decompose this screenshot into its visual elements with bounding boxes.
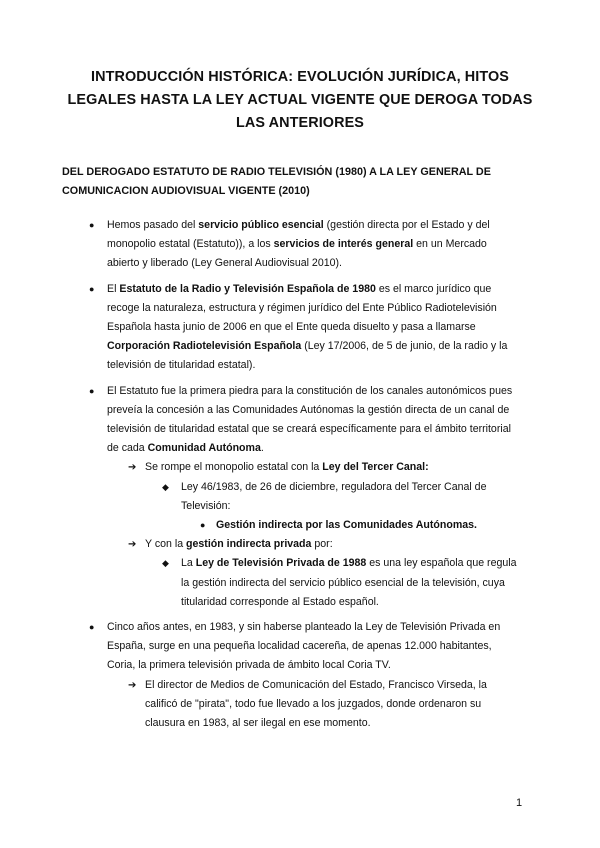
bullet-icon: ● [89,283,95,294]
diamond-icon: ◆ [162,558,169,569]
document-body [0,216,600,733]
sub-sub-list-item [0,554,600,612]
text-run: Hemos pasado del [107,219,199,231]
arrow-icon: ➔ [128,679,137,691]
bold-text: Corporación Radiotelevisión Española [107,340,302,353]
sub-list-item [0,458,600,477]
bold-text: Ley de Televisión Privada de 1988 [195,557,367,570]
bullet-icon: ● [89,385,95,396]
page-number: 1 [516,797,523,809]
bold-text: servicios de interés general [273,238,414,251]
text-run: El director de Medios de Comunicación del Estado, Francisco Virseda, la calificó de "pirata", todo fue llevado a los juzgados, donde ordenaron su clausura en 1983, al ser ilegal en ese momento. [145,678,487,730]
text-run: (gestión directa por el Estado y del monopolio estatal (Estatuto)), a los [107,219,490,251]
text-run: (Ley 17/2006, de 5 de junio, de la radio y la televisión de titularidad estatal). [107,340,508,372]
document-title: INTRODUCCIÓN HISTÓRICA: EVOLUCIÓN JURÍDICA, HITOS LEGALES HASTA LA LEY ACTUAL VIGENTE QUE DEROGA TODAS LAS ANTERIORES [67,69,533,131]
bold-text: Ley del Tercer Canal: [322,461,429,474]
list-item [0,280,600,376]
text-run: en un Mercado abierto y liberado (Ley General Audiovisual 2010). [107,238,487,270]
list-item [0,618,600,676]
arrow-icon: ➔ [128,539,137,551]
bold-text: servicio público esencial [198,219,324,231]
text-run: es una ley española que regula la gestión indirecta del servicio público esencial de la televisión, cuya titularidad corresponde al Estado español. [181,557,517,608]
text-run: Y con la [145,538,187,551]
text-run: Cinco años antes, en 1983, y sin haberse planteado la Ley de Televisión Privada en España, surge en una pequeña localidad cacereña, de apenas 12.000 habitantes, Coria, la primera televisión privada de ámbito local Coria TV. [107,621,501,672]
text-run: El Estatuto fue la primera piedra para la constitución de los canales autonómicos pues preveía la concesión a las Comunidades Autónomas la gestión directa de un canal de televisión de titularidad estatal que se creará específicamente para el ámbito territorial de cada [107,384,513,455]
document-subtitle: DEL DEROGADO ESTATUTO DE RADIO TELEVISIÓN (1980) A LA LEY GENERAL DE COMUNICACION AUDIOVISUAL VIGENTE (2010) [62,166,491,197]
bullet-icon: ● [200,520,206,531]
text-run: . [260,442,264,455]
text-run: La [181,557,196,570]
list-item [0,382,600,459]
bold-text: Estatuto de la Radio y Televisión Española de 1980 [119,282,376,295]
text-run: por: [311,538,333,551]
text-run: Ley 46/1983, de 26 de diciembre, reguladora del Tercer Canal de Televisión: [181,480,487,512]
text-run: Se rompe el monopolio estatal con la [145,461,323,474]
bold-text: Gestión indirecta por las Comunidades Autónomas. [216,519,477,532]
arrow-icon: ➔ [128,462,137,474]
sub-sub-sub-list-item [0,516,600,535]
bold-text: gestión indirecta privada [186,538,312,551]
text-run: es el marco jurídico que recoge la naturaleza, estructura y régimen jurídico del Ente Público Radiotelevisión Española hasta junio de 2006 en que el Ente queda disuelto y pasa a llamarse [107,282,497,334]
sub-sub-list-item [0,478,600,516]
list-item [0,216,600,274]
diamond-icon: ◆ [162,481,169,492]
bullet-icon: ● [89,220,95,230]
sub-list-item [0,535,600,554]
sub-list-item [0,676,600,734]
bullet-icon: ● [89,622,95,633]
bold-text: Comunidad Autónoma [147,442,261,455]
text-run: El [107,282,120,295]
